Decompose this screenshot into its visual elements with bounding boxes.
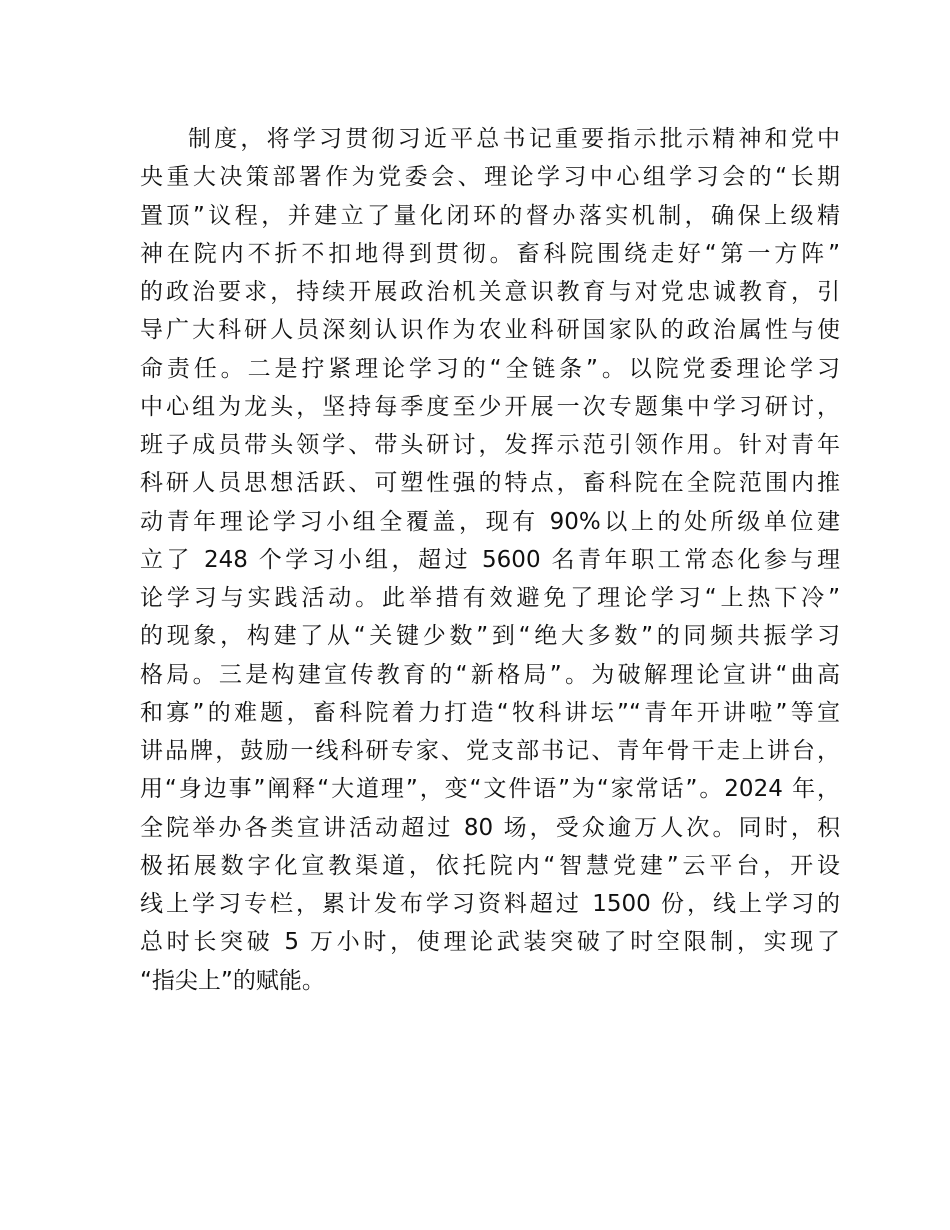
text-line: 用“身边事”阐释“大道理”，变“文件语”为“家常话”。2024 年， <box>140 776 840 803</box>
text-line: 总时长突破 5 万小时，使理论武装突破了时空限制，实现了 <box>140 929 840 956</box>
text-line: 立了 248 个学习小组，超过 5600 名青年职工常态化参与理 <box>140 546 840 573</box>
text-line: 全院举办各类宣讲活动超过 80 场，受众逾万人次。同时，积 <box>140 814 840 841</box>
text-line: 命责任。二是拧紧理论学习的“全链条”。以院党委理论学习 <box>140 355 840 382</box>
text-line: 讲品牌，鼓励一线科研专家、党支部书记、青年骨干走上讲台， <box>140 738 840 764</box>
text-line: 格局。三是构建宣传教育的“新格局”。为破解理论宣讲“曲高 <box>140 661 840 688</box>
text-line: 的现象，构建了从“关键少数”到“绝大多数”的同频共振学习 <box>140 623 840 650</box>
text-line: 班子成员带头领学、带头研讨，发挥示范引领作用。针对青年 <box>140 432 840 458</box>
text-line: 制度，将学习贯彻习近平总书记重要指示批示精神和党中 <box>188 126 840 152</box>
text-line: 置顶”议程，并建立了量化闭环的督办落实机制，确保上级精 <box>140 202 840 229</box>
text-line: 动青年理论学习小组全覆盖，现有 90%以上的处所级单位建 <box>140 508 840 535</box>
text-line: “指尖上”的赋能。 <box>140 967 325 994</box>
text-line: 中心组为龙头，坚持每季度至少开展一次专题集中学习研讨， <box>140 393 840 420</box>
text-line: 导广大科研人员深刻认识作为农业科研国家队的政治属性与使 <box>140 317 840 344</box>
text-line: 神在院内不折不扣地得到贯彻。畜科院围绕走好“第一方阵” <box>140 240 840 267</box>
text-line: 的政治要求，持续开展政治机关意识教育与对党忠诚教育，引 <box>140 279 840 305</box>
body-paragraph <box>140 120 840 1000</box>
text-line: 线上学习专栏，累计发布学习资料超过 1500 份，线上学习的 <box>140 891 840 917</box>
text-line: 科研人员思想活跃、可塑性强的特点，畜科院在全院范围内推 <box>140 470 840 497</box>
text-line: 论学习与实践活动。此举措有效避免了理论学习“上热下冷” <box>140 585 840 611</box>
text-line: 和寡”的难题，畜科院着力打造“牧科讲坛”“青年开讲啦”等宣 <box>140 699 840 726</box>
text-line: 央重大决策部署作为党委会、理论学习中心组学习会的“长期 <box>140 164 840 191</box>
text-line: 极拓展数字化宣教渠道，依托院内“智慧党建”云平台，开设 <box>140 852 840 879</box>
